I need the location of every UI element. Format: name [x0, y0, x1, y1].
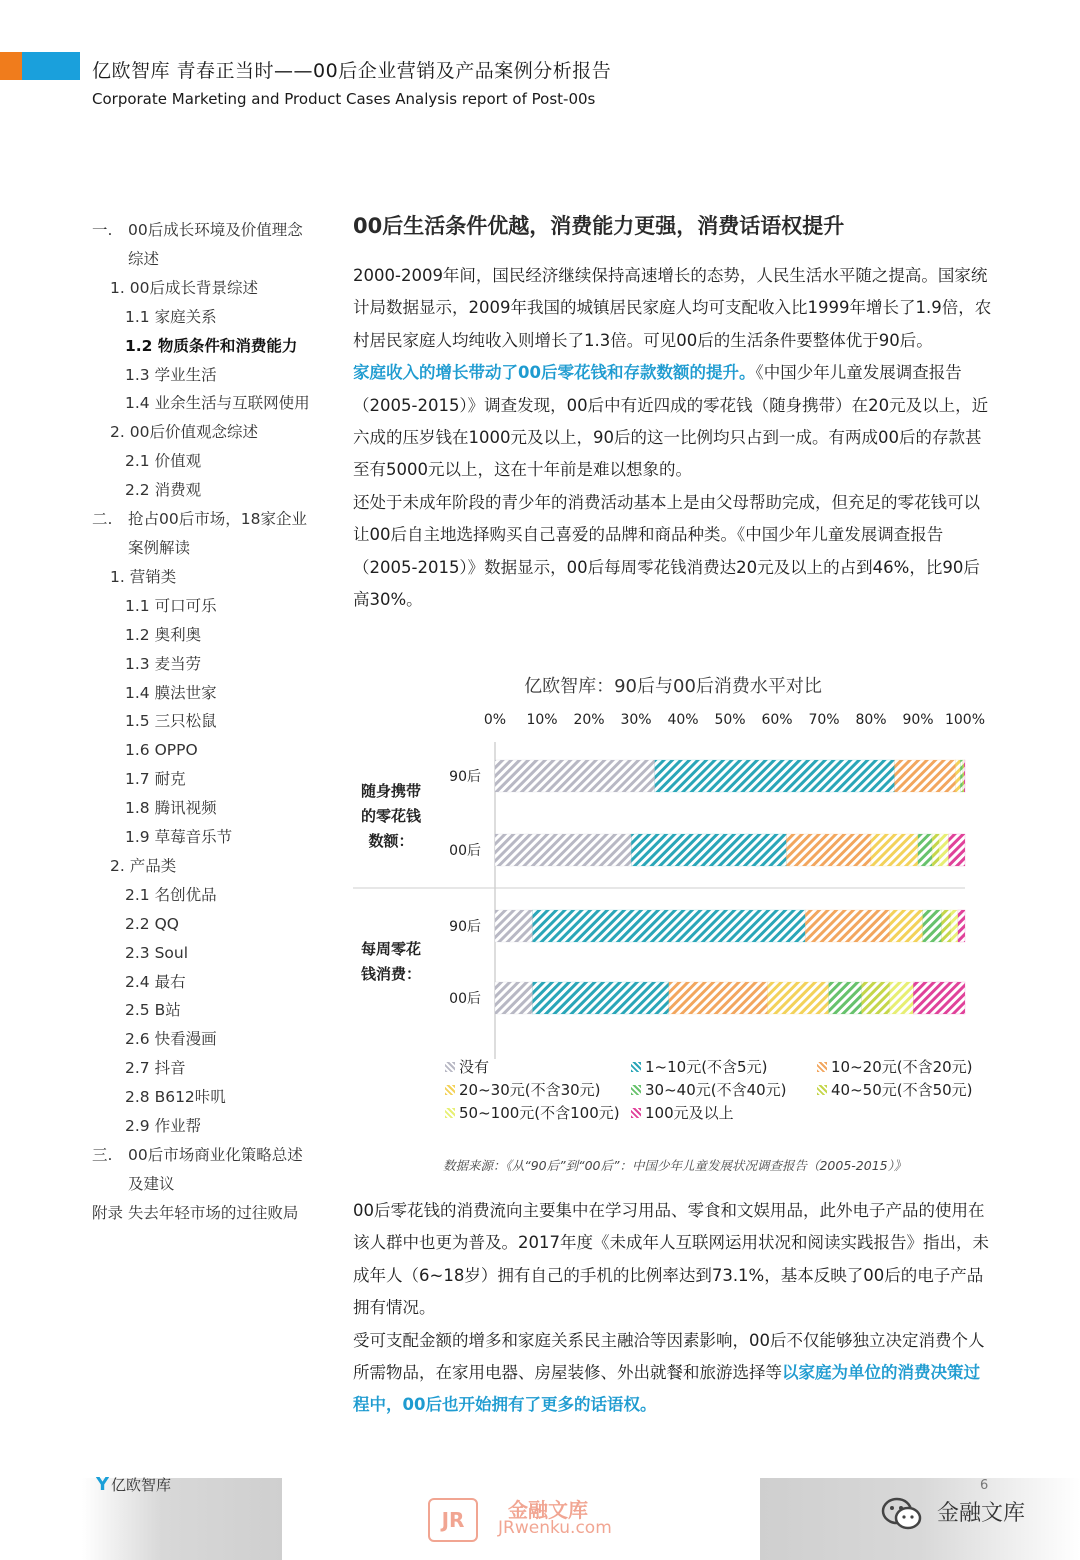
legend-label: 50~100元(不含100元) [459, 1104, 620, 1122]
x-tick-label: 30% [620, 712, 652, 728]
legend-item [445, 1056, 489, 1077]
toc-item[interactable]: 2. 产品类 [110, 856, 177, 875]
bar-segment [533, 982, 669, 1014]
bar-segment [768, 982, 829, 1014]
x-tick-label: 10% [526, 712, 558, 728]
toc-item-label: 抢占00后市场，18家企业 [128, 510, 307, 529]
toc-item[interactable]: 1.7 耐克 [125, 770, 186, 789]
paragraph-5 [353, 1325, 993, 1422]
group-label: 钱消费： [360, 965, 422, 983]
legend-swatch [445, 1062, 455, 1072]
legend-item [817, 1079, 973, 1100]
legend-swatch [631, 1085, 641, 1095]
paragraph-4: 00后零花钱的消费流向主要集中在学习用品、零食和文娱用品，此外电子产品的使用在该人群中也更为普及。2017年度《未成年人互联网运用状况和阅读实践报告》指出，未成年人（6~18岁）拥有自己的手机的比例率达到73.1%，基本反映了00后的电子产品拥有情况。 [353, 1201, 989, 1318]
toc-item[interactable]: 1. 00后成长背景综述 [110, 278, 258, 297]
bar-segment [786, 834, 871, 866]
table-of-contents [92, 216, 332, 1228]
header-accent-orange [0, 52, 22, 80]
bar-segment [956, 760, 961, 792]
toc-item-continuation[interactable]: 综述 [128, 249, 160, 268]
section-title: 00后生活条件优越，消费能力更强，消费话语权提升 [353, 214, 845, 238]
legend-label: 10~20元(不含20元) [831, 1058, 973, 1076]
legend-item [445, 1102, 620, 1123]
bar-segment [918, 834, 932, 866]
bar-segment [495, 910, 533, 942]
toc-item[interactable]: 1.9 草莓音乐节 [125, 828, 233, 847]
toc-item-number: 二. [92, 510, 113, 529]
bar-segment [655, 760, 895, 792]
toc-item[interactable]: 1.3 学业生活 [125, 365, 217, 384]
legend-item [445, 1079, 601, 1100]
bar-segment [495, 982, 533, 1014]
group-label: 每周零花 [360, 940, 422, 958]
header-accent-blue [22, 52, 80, 80]
toc-item[interactable]: 1. 营销类 [110, 567, 177, 586]
legend-label: 20~30元(不含30元) [459, 1081, 601, 1099]
row-label: 00后 [449, 991, 481, 1007]
toc-item[interactable]: 1.1 可口可乐 [125, 596, 217, 615]
paragraph-5-highlight: 以家庭为单位的消费决策过程中，00后也开始拥有了更多的话语权。 [353, 1363, 980, 1415]
toc-item[interactable]: 2.4 最右 [125, 972, 186, 991]
toc-item[interactable]: 1.2 物质条件和消费能力 [125, 336, 298, 355]
paragraph-1: 2000-2009年间，国民经济继续保持高速增长的态势，人民生活水平随之提高。国家统计局数据显示，2009年我国的城镇居民家庭人均可支配收入比1999年增长了1.9倍，农村居民家庭人均纯收入则增长了1.3倍。可见00后的生活条件要整体优于90后。 [353, 266, 992, 350]
toc-item[interactable]: 2.8 B612咔叽 [125, 1088, 226, 1107]
chart-title: 亿欧智库：90后与00后消费水平对比 [524, 676, 822, 697]
legend-swatch [631, 1108, 641, 1118]
row-label: 90后 [449, 919, 481, 935]
group-label: 的零花钱 [360, 807, 422, 825]
toc-item[interactable]: 1.4 膜法世家 [125, 683, 217, 702]
toc-item[interactable]: 1.8 腾讯视频 [125, 799, 217, 818]
chart-plot [353, 704, 993, 1094]
row-label: 90后 [449, 769, 481, 785]
bar-segment [495, 760, 655, 792]
page-number: 6 [980, 1478, 989, 1493]
legend-label: 1~10元(不含5元) [645, 1058, 768, 1076]
x-tick-label: 60% [761, 712, 793, 728]
bar-segment [960, 760, 962, 792]
x-tick-label: 100% [944, 712, 986, 728]
bar-segment [631, 834, 786, 866]
bar-segment [829, 982, 862, 1014]
toc-item[interactable]: 1.2 奥利奥 [125, 625, 202, 644]
jr-logo-icon: JR [428, 1498, 478, 1542]
bar-segment [862, 982, 890, 1014]
group-label: 随身携带 [360, 782, 422, 800]
bar-segment [895, 760, 956, 792]
bar-segment [939, 834, 948, 866]
legend-label: 没有 [459, 1058, 490, 1076]
legend-label: 40~50元(不含50元) [831, 1081, 973, 1099]
bar-segment [495, 834, 631, 866]
legend-swatch [817, 1062, 827, 1072]
toc-item[interactable] [92, 505, 332, 534]
legend-swatch [445, 1108, 455, 1118]
toc-item[interactable]: 1.3 麦当劳 [125, 654, 202, 673]
legend-swatch [817, 1085, 827, 1095]
bar-segment [932, 834, 939, 866]
legend-label: 100元及以上 [645, 1104, 734, 1122]
bar-segment [913, 982, 965, 1014]
paragraph-2-text: 《中国少年儿童发展调查报告（2005-2015）》调查发现，00后中有近四成的零花钱（随身携带）在20元及以上，近六成的压岁钱在1000元及以上，90后的这一比例均只占到一成。有两成00后的存款甚至有5000元以上，这在十年前是难以想象的。 [353, 363, 989, 480]
wechat-icon [880, 1492, 924, 1536]
toc-item-number: 一. [92, 221, 113, 239]
toc-item[interactable]: 2.2 消费观 [125, 481, 202, 500]
x-tick-label: 40% [667, 712, 699, 728]
toc-item-continuation[interactable]: 及建议 [128, 1174, 175, 1193]
toc-item[interactable]: 1.5 三只松鼠 [125, 712, 217, 731]
toc-item[interactable]: 2.3 Soul [125, 943, 189, 962]
paragraph-2 [353, 357, 993, 487]
x-tick-label: 70% [808, 712, 840, 728]
toc-item[interactable] [92, 216, 332, 245]
x-tick-label: 90% [902, 712, 934, 728]
report-title: 亿欧智库 青春正当时——00后企业营销及产品案例分析报告 [92, 60, 612, 82]
bar-segment [958, 910, 965, 942]
x-tick-label: 0% [483, 712, 507, 728]
legend-item [631, 1056, 767, 1077]
bar-segment [533, 910, 806, 942]
legend-item [631, 1102, 734, 1123]
toc-item[interactable]: 2. 00后价值观念综述 [110, 423, 258, 442]
toc-item[interactable]: 2.1 价值观 [125, 452, 202, 471]
logo-y-icon: Y [96, 1474, 110, 1495]
footer-logo-text: 亿欧智库 [111, 1476, 172, 1494]
bar-segment [964, 760, 965, 792]
toc-item[interactable]: 2.2 QQ [125, 914, 179, 933]
legend-item [817, 1056, 973, 1077]
x-tick-label: 80% [855, 712, 887, 728]
toc-item[interactable]: 1.6 OPPO [125, 741, 198, 760]
legend-swatch [631, 1062, 641, 1072]
x-tick-label: 50% [714, 712, 746, 728]
bar-segment [942, 910, 951, 942]
row-label: 00后 [449, 843, 481, 859]
wechat-account-name: 金融文库 [937, 1501, 1026, 1526]
toc-item[interactable]: 1.1 家庭关系 [125, 307, 217, 326]
watermark-name: 金融文库 [508, 1498, 588, 1522]
bar-segment [923, 910, 942, 942]
toc-item[interactable]: 附录 失去年轻市场的过往败局 [92, 1203, 299, 1222]
bar-segment [949, 834, 965, 866]
consumption-chart [353, 664, 993, 1184]
bar-segment [871, 834, 918, 866]
paragraph-3: 还处于未成年阶段的青少年的消费活动基本上是由父母帮助完成，但充足的零花钱可以让00后自主地选择购买自己喜爱的品牌和商品种类。《中国少年儿童发展调查报告（2005-2015）》数据显示，00后每周零花钱消费达20元及以上的占到46%，比90后高30%。 [353, 492, 980, 610]
x-tick-label: 20% [573, 712, 605, 728]
toc-item[interactable]: 2.9 作业帮 [125, 1117, 202, 1136]
group-label: 数额： [368, 832, 414, 850]
toc-item[interactable]: 2.6 快看漫画 [125, 1030, 217, 1049]
report-subtitle: Corporate Marketing and Product Cases Analysis report of Post-00s [92, 90, 596, 108]
bar-segment [951, 910, 958, 942]
toc-item[interactable]: 1.4 业余生活与互联网使用 [125, 394, 310, 413]
footer-logo [96, 1474, 171, 1495]
toc-item-continuation[interactable]: 案例解读 [128, 538, 191, 557]
main-content-continued [353, 1195, 993, 1422]
paragraph-2-highlight: 家庭收入的增长带动了00后零花钱和存款数额的提升。 [353, 363, 756, 383]
bar-segment [890, 982, 914, 1014]
paragraph-5-text: 受可支配金额的增多和家庭关系民主融洽等因素影响，00后不仅能够独立决定消费个人所需物品，在家用电器、房屋装修、外出就餐和旅游选择等 [353, 1330, 985, 1383]
toc-item[interactable]: 2.1 名创优品 [125, 885, 217, 904]
watermark-url: JRwenku.com [498, 1518, 612, 1538]
bar-segment [669, 982, 768, 1014]
legend-label: 30~40元(不含40元) [645, 1081, 787, 1099]
toc-item-label: 00后市场商业化策略总述 [128, 1146, 303, 1164]
chart-source: 数据来源：《从“90后”到“00后”：中国少年儿童发展状况调查报告（2005-2015）》 [443, 1158, 907, 1173]
toc-item-label: 00后成长环境及价值理念 [128, 221, 303, 239]
toc-item[interactable]: 2.7 抖音 [125, 1059, 186, 1078]
toc-item-number: 三. [92, 1146, 113, 1164]
toc-item[interactable]: 2.5 B站 [125, 1001, 181, 1020]
main-content [353, 210, 993, 616]
toc-item[interactable] [92, 1141, 332, 1170]
legend-item [631, 1079, 787, 1100]
bar-segment [805, 910, 890, 942]
bar-segment [890, 910, 923, 942]
legend-swatch [445, 1085, 455, 1095]
